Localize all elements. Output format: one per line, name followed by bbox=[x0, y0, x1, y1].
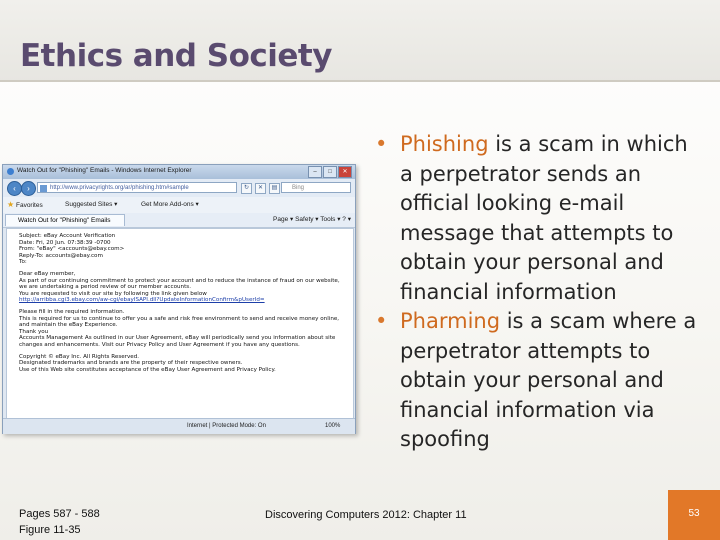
email-line: Accounts Management As outlined in our User Agreement, eBay will periodically send you information about site bbox=[19, 335, 336, 342]
email-line: This is required for us to continue to offer you a safe and risk free environment to send and receive money online, bbox=[19, 315, 340, 322]
bullet-item bbox=[375, 130, 705, 307]
address-field[interactable] bbox=[37, 182, 237, 193]
star-icon: ★ bbox=[7, 200, 15, 209]
forward-arrow-icon[interactable]: › bbox=[21, 181, 36, 196]
email-content bbox=[6, 228, 354, 419]
email-line: Thank you bbox=[19, 328, 49, 335]
bullet-text: is a scam where a perpetrator attempts to obtain your personal and financial information via spoofing bbox=[400, 309, 697, 451]
bullet-text: is a scam in which a perpetrator sends an official looking e-mail message that attempts to obtain your personal and financial information bbox=[400, 132, 688, 304]
footer-figure: Figure 11-35 bbox=[19, 524, 81, 536]
email-line: From: "eBay" <accounts@ebay.com> bbox=[19, 246, 125, 253]
address-buttons bbox=[241, 183, 280, 194]
status-bar bbox=[3, 418, 355, 434]
email-line: Reply-To: accounts@ebay.com bbox=[19, 252, 103, 259]
slide-title: Ethics and Society bbox=[20, 38, 332, 74]
email-line: To: bbox=[19, 259, 27, 266]
browser-titlebar bbox=[3, 165, 355, 179]
bullet-dot-icon: • bbox=[375, 309, 388, 333]
suggested-sites-link[interactable]: Suggested Sites ▾ bbox=[65, 201, 118, 208]
email-body bbox=[19, 233, 345, 373]
footer-reference bbox=[19, 506, 100, 538]
email-line: Use of this Web site constitutes acceptance of the eBay User Agreement and Privacy Policy. bbox=[19, 366, 276, 373]
email-line: Date: Fri, 20 Jun. 07:38:39 -0700 bbox=[19, 239, 111, 246]
search-input[interactable] bbox=[281, 182, 351, 193]
footer-course-title: Discovering Computers 2012: Chapter 11 bbox=[265, 509, 467, 521]
favorites-button[interactable]: ★ Favorites bbox=[7, 200, 43, 209]
footer-pages: Pages 587 - 588 bbox=[19, 508, 100, 520]
search-placeholder: Bing bbox=[292, 185, 305, 191]
email-line: Subject: eBay Account Verification bbox=[19, 233, 116, 239]
email-line: Please fill in the required information. bbox=[19, 308, 125, 315]
email-line: As part of our continuing commitment to protect your account and to reduce the instance of fraud on our website, bbox=[19, 277, 340, 284]
zoom-level[interactable]: 100% bbox=[325, 423, 341, 429]
email-line: we are undertaking a period review of our member accounts. bbox=[19, 284, 191, 291]
window-controls bbox=[308, 166, 352, 178]
ie-logo-icon bbox=[7, 168, 14, 175]
email-line: You are requested to visit our site by following the link given below bbox=[19, 290, 207, 297]
command-bar[interactable]: Page ▾ Safety ▾ Tools ▾ ? ▾ bbox=[273, 216, 351, 223]
stop-icon[interactable]: ✕ bbox=[255, 183, 266, 194]
title-divider bbox=[0, 80, 720, 82]
email-line: changes and enhancements. Visit our Privacy Policy and User Agreement if you have any questions. bbox=[19, 341, 300, 348]
bullet-term: Pharming bbox=[400, 309, 501, 333]
bullet-item bbox=[375, 307, 705, 455]
maximize-button[interactable]: □ bbox=[323, 166, 337, 178]
compat-icon[interactable]: ▤ bbox=[269, 183, 280, 194]
address-url: http://www.privacyrights.org/ar/phishing.htm#sample bbox=[50, 185, 189, 191]
slide-number: 53 bbox=[668, 490, 720, 540]
tab-phishing[interactable]: Watch Out for "Phishing" Emails bbox=[5, 214, 125, 226]
tab-bar bbox=[3, 213, 355, 228]
browser-window-title: Watch Out for "Phishing" Emails - Windows Internet Explorer bbox=[17, 167, 192, 174]
address-bar-row bbox=[3, 179, 355, 197]
email-line: Copyright © eBay Inc. All Rights Reserved. bbox=[19, 353, 140, 360]
email-line: Designated trademarks and brands are the property of their respective owners. bbox=[19, 360, 243, 367]
phishing-link[interactable]: http://arribba.cgi3.ebay.com/aw-cgi/ebayISAPI.dll?UpdateInformationConfirm&pUserId= bbox=[19, 297, 265, 304]
close-button[interactable]: ✕ bbox=[338, 166, 352, 178]
bullet-term: Phishing bbox=[400, 132, 489, 156]
minimize-button[interactable]: – bbox=[308, 166, 322, 178]
browser-screenshot bbox=[2, 164, 356, 434]
back-arrow-icon[interactable]: ‹ bbox=[7, 181, 22, 196]
security-zone-status: Internet | Protected Mode: On bbox=[187, 423, 266, 429]
bullet-dot-icon: • bbox=[375, 132, 388, 156]
favorites-bar bbox=[3, 197, 355, 214]
refresh-icon[interactable]: ↻ bbox=[241, 183, 252, 194]
email-line: Dear eBay member, bbox=[19, 270, 76, 277]
page-icon bbox=[40, 185, 47, 192]
add-ons-link[interactable]: Get More Add-ons ▾ bbox=[141, 201, 199, 208]
email-line: and maintain the eBay Experience. bbox=[19, 322, 118, 329]
bullet-list bbox=[375, 130, 705, 455]
